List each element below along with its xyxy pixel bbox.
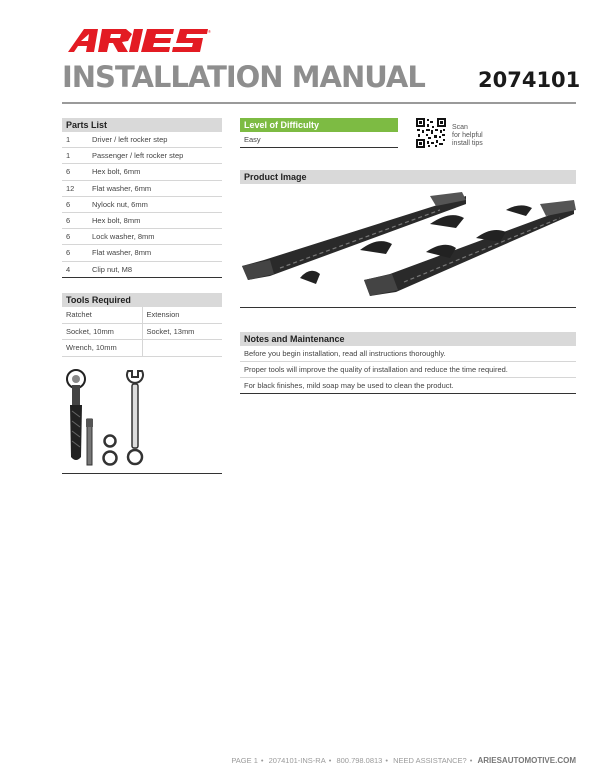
part-qty: 12: [62, 180, 88, 196]
part-desc: Hex bolt, 8mm: [88, 212, 222, 228]
tool-cell: Ratchet: [62, 307, 142, 323]
difficulty-section: [240, 118, 398, 148]
parts-table: [62, 132, 222, 278]
ratchet-icon: [67, 370, 85, 460]
page-footer: PAGE 1 • 2074101-INS-RA • 800.798.0813 • NEED ASSISTANCE? • ARIESAUTOMOTIVE.COM: [231, 756, 576, 765]
part-qty: 6: [62, 196, 88, 212]
tools-required: [62, 293, 222, 357]
part-desc: Clip nut, M8: [88, 261, 222, 277]
footer-doc-number: 2074101-INS-RA: [268, 756, 326, 765]
svg-text:®: ®: [208, 29, 211, 34]
table-row: [62, 245, 222, 261]
notes-section: [240, 332, 576, 394]
part-qty: 6: [62, 164, 88, 180]
part-qty: 4: [62, 261, 88, 277]
part-desc: Lock washer, 8mm: [88, 229, 222, 245]
qr-caption-line: install tips: [452, 140, 483, 147]
tool-cell: Socket, 13mm: [142, 323, 222, 340]
parts-list: [62, 118, 222, 278]
difficulty-heading: Level of Difficulty: [240, 118, 398, 132]
part-desc: Driver / left rocker step: [88, 132, 222, 148]
parts-list-heading: Parts List: [62, 118, 222, 132]
note-line: Before you begin installation, read all instructions thoroughly.: [240, 346, 576, 362]
tools-table: [62, 307, 222, 357]
tools-divider: [62, 473, 222, 474]
qr-caption-line: Scan: [452, 124, 468, 131]
notes-heading: Notes and Maintenance: [240, 332, 576, 346]
table-row: [62, 261, 222, 277]
part-qty: 1: [62, 132, 88, 148]
table-row: [62, 340, 222, 357]
header-divider: [62, 102, 576, 104]
table-row: [62, 132, 222, 148]
table-row: [62, 180, 222, 196]
product-image-heading: Product Image: [240, 170, 576, 184]
tool-cell: Socket, 10mm: [62, 323, 142, 340]
footer-phone[interactable]: 800.798.0813: [336, 756, 383, 765]
part-desc: Hex bolt, 6mm: [88, 164, 222, 180]
product-divider: [240, 307, 576, 308]
rocker-step-illustration: [364, 200, 576, 296]
note-line: For black finishes, mild soap may be used to clean the product.: [240, 378, 576, 394]
part-qty: 1: [62, 148, 88, 164]
socket-icon: [104, 436, 117, 465]
extension-icon: [86, 419, 93, 465]
part-desc: Flat washer, 6mm: [88, 180, 222, 196]
table-row: [62, 196, 222, 212]
wrench-icon: [127, 371, 143, 464]
part-qty: 6: [62, 245, 88, 261]
footer-assist: NEED ASSISTANCE?: [393, 756, 467, 765]
part-desc: Passenger / left rocker step: [88, 148, 222, 164]
qr-code-icon[interactable]: [416, 118, 446, 148]
note-line: Proper tools will improve the quality of installation and reduce the time required.: [240, 362, 576, 378]
qr-caption-line: for helpful: [452, 132, 483, 139]
part-qty: 6: [62, 229, 88, 245]
part-qty: 6: [62, 212, 88, 228]
table-row: [62, 323, 222, 340]
product-image: [240, 188, 576, 306]
table-row: [62, 148, 222, 164]
tool-cell: Extension: [142, 307, 222, 323]
tool-cell: [142, 340, 222, 357]
tool-cell: Wrench, 10mm: [62, 340, 142, 357]
table-row: [62, 212, 222, 228]
footer-website-link[interactable]: ARIESAUTOMOTIVE.COM: [477, 756, 576, 765]
aries-logo: [62, 26, 212, 54]
footer-page: PAGE 1: [231, 756, 258, 765]
part-desc: Flat washer, 8mm: [88, 245, 222, 261]
page-title: INSTALLATION MANUAL: [62, 60, 425, 94]
table-row: [62, 307, 222, 323]
tools-illustration: [62, 365, 222, 475]
table-row: [62, 164, 222, 180]
table-row: [62, 229, 222, 245]
qr-caption: [452, 124, 512, 148]
part-number: 2074101: [478, 68, 581, 92]
tools-required-heading: Tools Required: [62, 293, 222, 307]
part-desc: Nylock nut, 6mm: [88, 196, 222, 212]
difficulty-value: Easy: [240, 132, 398, 148]
